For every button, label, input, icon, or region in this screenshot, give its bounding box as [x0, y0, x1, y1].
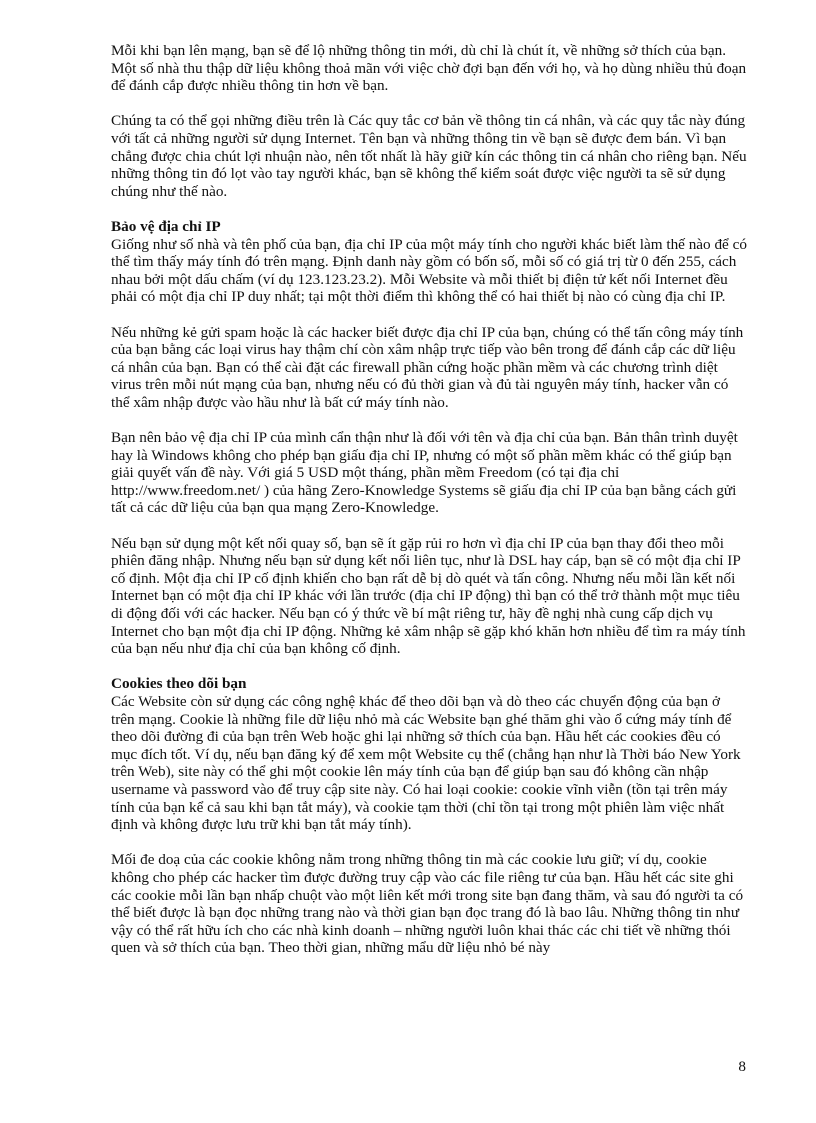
paragraph: Mỗi khi bạn lên mạng, bạn sẽ để lộ những thông tin mới, dù chỉ là chút ít, về những sở thích của bạn. [111, 42, 727, 59]
paragraph: Nếu bạn sử dụng một kết nối quay số, bạn sẽ ít gặp rủi ro hơn vì địa chỉ IP của bạn thay đổi theo mỗi phiên đăng nhập. Nhưng nếu bạn sử dụng kết nối liên tục, như là DSL hay cáp, bạn sẽ có một địa chỉ IP cố định. Một địa chỉ IP cố định khiến cho bạn rất dễ bị dò quét và tấn công. Nhưng nếu mỗi lần kết nối Internet bạn có một địa chỉ IP khác với lần trước (địa chỉ IP động) thì bạn có thể trở thành một mục tiêu di động đối với các hacker. Nếu bạn có ý thức về bí mật riêng tư, hãy đề nghị nhà cung cấp dịch vụ Internet cho bạn một địa chỉ IP động. Những kẻ xâm nhập sẽ gặp khó khăn hơn nhiều để tìm ra máy tính của bạn nếu như địa chỉ của bạn không cố định. [111, 534, 746, 658]
paragraph: Giống như số nhà và tên phố của bạn, địa chỉ IP của một máy tính cho người khác biết làm thế nào để có thể tìm thấy máy tính đó trên mạng. Định danh này gồm có bốn số, mỗi số có giá trị từ 0 đến 255, cách nhau bởi một dấu chấm (ví dụ 123.123.23.2). Mỗi Website và mỗi thiết bị điện tử kết nối Internet đều phải có một địa chỉ IP duy nhất; tại một thời điểm thì không thể có hai thiết bị nào có cùng địa chỉ IP. [111, 235, 747, 306]
paragraph: Các Website còn sử dụng các công nghệ khác để theo dõi bạn và dò theo các chuyển động của bạn ở trên mạng. Cookie là những file dữ liệu nhỏ mà các Website bạn ghé thăm ghi vào ổ cứng máy tính để theo dõi đường đi của bạn trên Web hoặc ghi lại những sở thích của bạn. Hầu hết các cookies đều có mục đích tốt. Ví dụ, nếu bạn đăng ký để xem một Website cụ thể (chẳng hạn như là Thời báo New York trên Web), site này có thể ghi một cookie lên máy tính của bạn để giúp bạn sau đó không cần nhập username và password vào để truy cập site này. Có hai loại cookie: cookie vĩnh viễn (tồn tại trên máy tính của bạn kể cả sau khi bạn tắt máy), và cookie tạm thời (chỉ tồn tại trong một phiên làm việc nhất định và không được lưu trữ khi bạn tắt máy tính). [111, 692, 741, 834]
paragraph-gap [111, 306, 747, 324]
paragraph: Một số nhà thu thập dữ liệu không thoả mãn với việc chờ đợi bạn đến với họ, và họ dùng nhiều thủ đoạn để đánh cắp được nhiều thông tin hơn về bạn. [111, 59, 747, 95]
paragraph: Nếu những kẻ gửi spam hoặc là các hacker biết được địa chỉ IP của bạn, chúng có thể tấn công máy tính của bạn bằng các loại virus hay thậm chí còn xâm nhập trực tiếp vào bên trong để đánh cắp các dữ liệu cá nhân của bạn. Bạn có thể cài đặt các firewall phần cứng hoặc phần mềm và các chương trình diệt virus trên mỗi nút mạng của bạn, nhưng nếu có đủ thời gian và đủ tài nguyên máy tính, hacker vẫn có thể xâm nhập được vào hầu như là bất cứ máy tính nào. [111, 323, 744, 411]
paragraph-gap [111, 200, 747, 218]
paragraph: Bạn nên bảo vệ địa chỉ IP của mình cẩn thận như là đối với tên và địa chỉ của bạn. Bản thân trình duyệt hay là Windows không cho phép bạn giấu địa chỉ IP, nhưng có một số phần mềm khác có thể giúp bạn giải quyết vấn đề này. Với giá 5 USD một tháng, phần mềm Freedom (có tại địa chỉ http://www.freedom.net/ ) của hãng Zero-Knowledge Systems sẽ giấu địa chỉ IP của bạn bằng cách gửi tất cả các dữ liệu của bạn qua mạng Zero-Knowledge. [111, 429, 738, 517]
paragraph: Mối đe doạ của các cookie không nằm trong những thông tin mà các cookie lưu giữ; ví dụ, cookie không cho phép các hacker tìm được đường truy cập vào các file riêng tư của bạn. Hầu hết các site ghi các cookie mỗi lần bạn nhấp chuột vào một liên kết mới trong site bạn đang thăm, và sau đó người ta có thể biết được là bạn đọc những trang nào và thời gian bạn đọc trang đó là bao lâu. Những thông tin như vậy có thể rất hữu ích cho các nhà kinh doanh – những người luôn khai thác các chi tiết về những thói quen và sở thích của bạn. Theo thời gian, những mẩu dữ liệu nhỏ bé này [111, 851, 744, 957]
page-content [111, 42, 747, 957]
paragraph-gap [111, 411, 747, 429]
paragraph-gap [111, 834, 747, 852]
page-number: 8 [738, 1058, 746, 1075]
paragraph-gap [111, 517, 747, 535]
paragraph: Chúng ta có thể gọi những điều trên là Các quy tắc cơ bản về thông tin cá nhân, và các quy tắc này đúng với tất cả những người sử dụng Internet. Tên bạn và những thông tin về bạn sẽ được đem bán. Vì bạn chẳng được chia chút lợi nhuận nào, nên tốt nhất là hãy giữ kín các thông tin cá nhân cho riêng bạn. Nếu những thông tin đó lọt vào tay người khác, bạn sẽ không thể kiểm soát được việc người ta sẽ sử dụng chúng như thế nào. [111, 112, 747, 200]
section-heading-ip-protection: Bảo vệ địa chỉ IP [111, 217, 221, 235]
section-heading-cookies: Cookies theo dõi bạn [111, 675, 247, 693]
paragraph-gap [111, 95, 747, 113]
paragraph-gap [111, 658, 747, 676]
